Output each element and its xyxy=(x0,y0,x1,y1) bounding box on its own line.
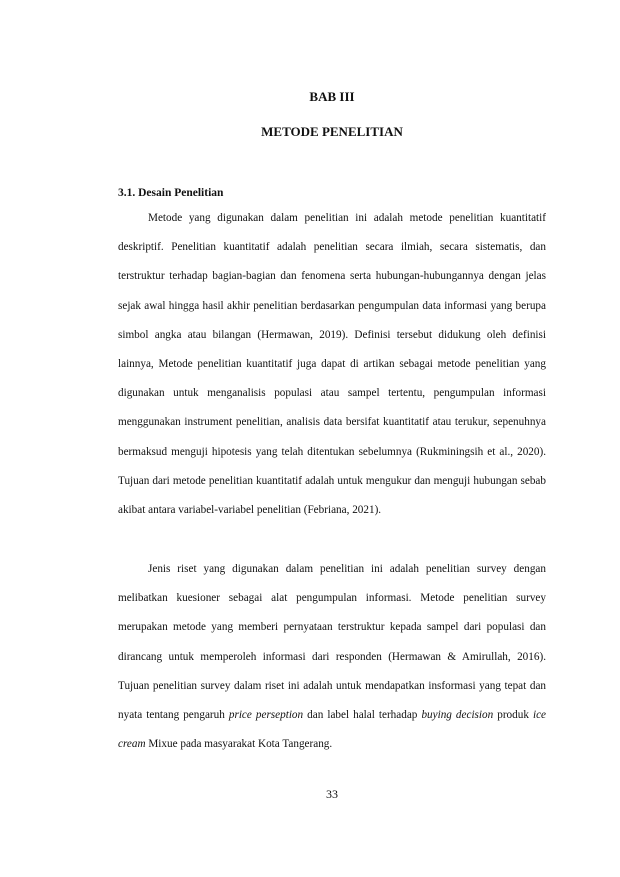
chapter-number: BAB III xyxy=(309,89,355,104)
body-paragraph: Metode yang digunakan dalam penelitian ini adalah metode penelitian kuantitatif deskriptif. Penelitian kuantitatif adalah penelitian secara ilmiah, secara sistematis, dan terstruktur terhadap bagian-bagian dan fenomena serta hubungan-hubungannya dengan jelas sejak awal hingga hasil akhir penelitian berdasarkan pengumpulan data informasi yang berupa simbol angka atau bilangan (Hermawan, 2019). Definisi tersebut didukung oleh definisi lainnya, Metode penelitian kuantitatif juga dapat di artikan sebagai metode penelitian yang digunakan untuk menganalisis populasi atau sampel tertentu, pengumpulan informasi menggunakan instrument penelitian, analisis data bersifat kuantitatif atau terukur, sepenuhnya bermaksud menguji hipotesis yang telah ditentukan sebelumnya (Rukminingsih et al., 2020). Tujuan dari metode penelitian kuantitatif adalah untuk mengukur dan menguji hubungan sebab akibat antara variabel-variabel penelitian (Febriana, 2021). xyxy=(118,212,546,517)
paragraph-text: Jenis riset yang digunakan dalam penelitian ini adalah penelitian survey dengan melibatkan kuesioner sebagai alat pengumpulan informasi. Metode penelitian survey merupakan metode yang memberi pernyataan terstruktur kepada sampel dari populasi dan dirancang untuk memperoleh informasi dari responden (Hermawan & Amirullah, 2016). Tujuan penelitian survey dalam riset ini adalah untuk mendapatkan insformasi yang tepat dan nyata tentang pengaruh xyxy=(118,563,546,722)
italic-term: ice cream xyxy=(118,709,547,751)
paragraph-text: dan label halal terhadap xyxy=(303,709,422,722)
paragraph-text: produk xyxy=(493,709,533,722)
italic-term: buying decision xyxy=(421,709,494,722)
paragraph-text: Mixue pada masyarakat Kota Tangerang. xyxy=(145,738,333,751)
body-paragraph xyxy=(118,555,546,759)
italic-term: price perseption xyxy=(228,709,304,722)
page-number: 33 xyxy=(326,787,338,801)
chapter-title: METODE PENELITIAN xyxy=(261,124,403,139)
section-heading: 3.1. Desain Penelitian xyxy=(118,187,224,199)
